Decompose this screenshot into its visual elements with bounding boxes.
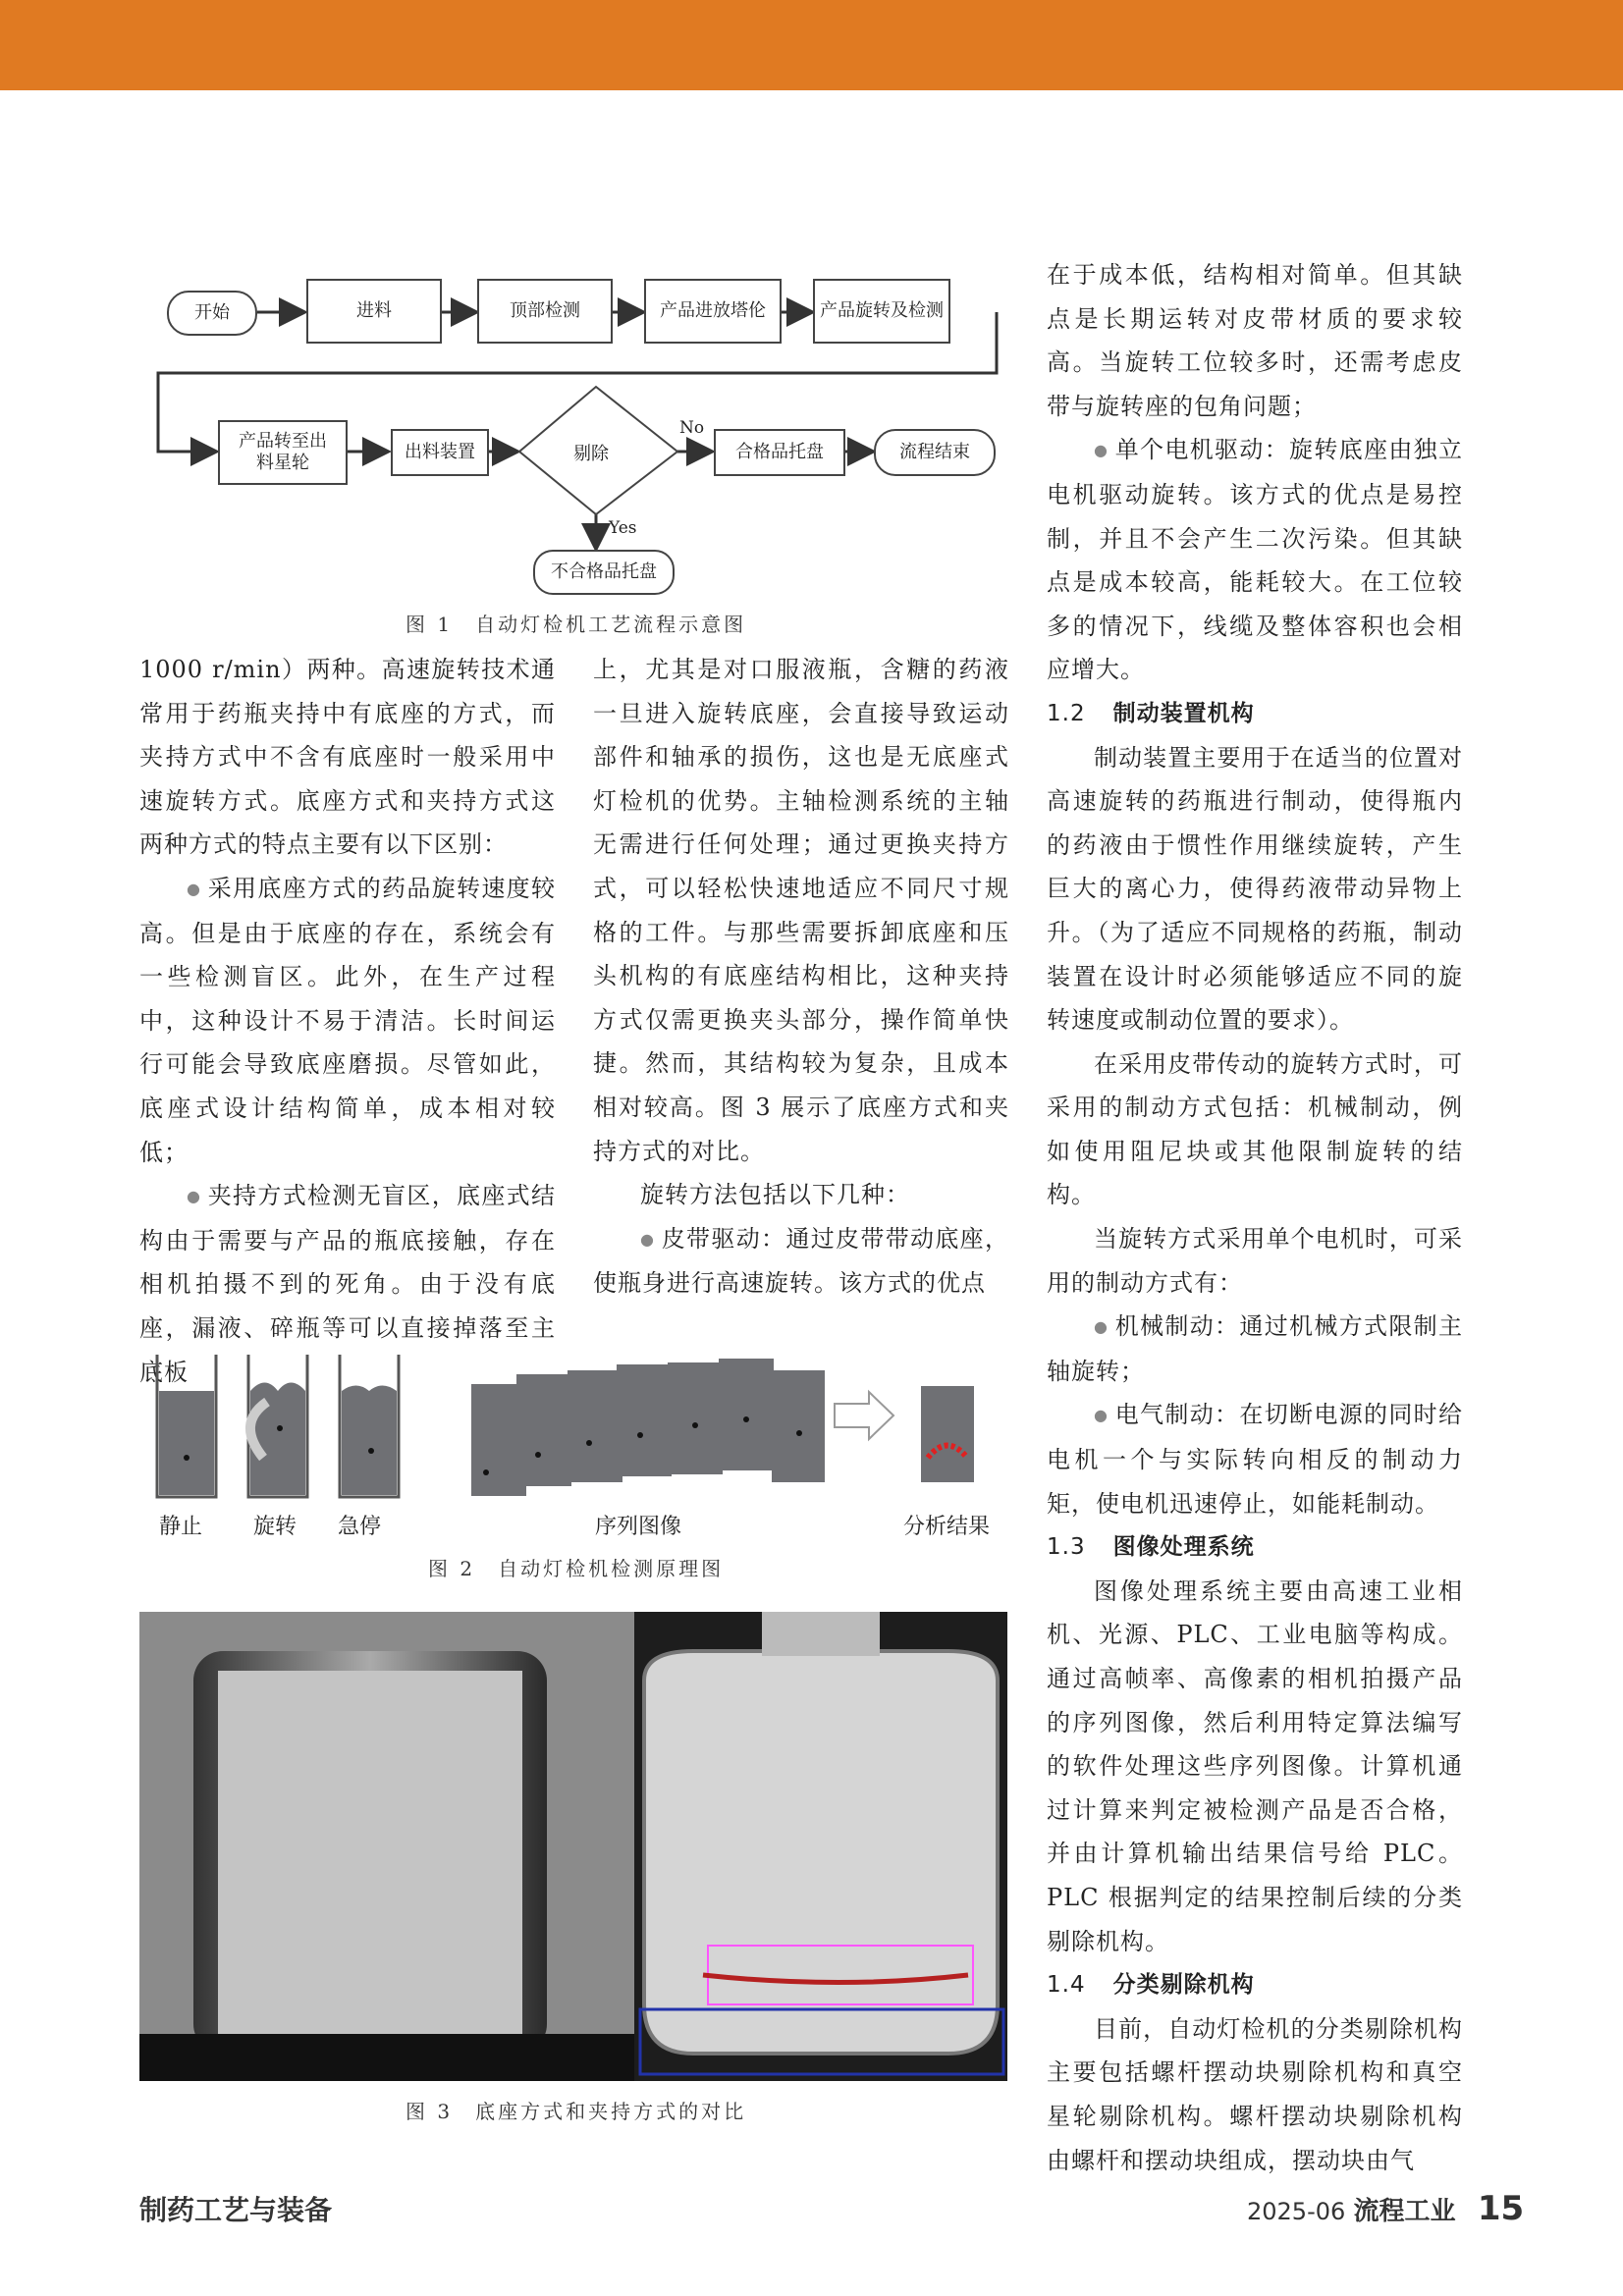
footer-issue: 2025-06 <box>1247 2198 1346 2225</box>
footer-journal <box>1247 2189 1524 2228</box>
column-2 <box>593 648 1009 1306</box>
section-heading-1-4: 1.4 分类剔除机构 <box>1047 1972 1255 1999</box>
col1-bullet-clamp: ● 夹持方式检测无盲区，底座式结构由于需要与产品的瓶底接触，存在相机拍摄不到的死角。由于没有底座，漏液、碎瓶等可以直接掉落至主底板 <box>139 1174 556 1394</box>
clamp-mount-photo <box>634 1612 1007 2081</box>
node-rotate-inspect: 产品旋转及检测 <box>813 279 950 344</box>
section-heading-1-2: 1.2 制动装置机构 <box>1047 700 1255 726</box>
fig2-label-rotate: 旋转 <box>253 1515 298 1539</box>
footer-title: 流程工业 <box>1353 2197 1456 2226</box>
figure-1-caption: 图 1 自动灯检机工艺流程示意图 <box>406 613 747 636</box>
figure-2-diagram <box>147 1345 1011 1551</box>
footer-section: 制药工艺与装备 <box>139 2194 333 2226</box>
header-bar <box>0 0 1623 90</box>
fig2-label-result: 分析结果 <box>903 1515 991 1539</box>
fig2-label-sequence: 序列图像 <box>595 1515 682 1539</box>
base-mount-photo <box>139 1612 634 2081</box>
col1-bullet-base: ● 采用底座方式的药品旋转速度较高。但是由于底座的存在，系统会有一些检测盲区。此外，在生产过程中，这种设计不易于清洁。长时间运行可能会导致底座磨损。尽管如此，底座式设计结构简单，成本相对较低； <box>139 867 556 1174</box>
figure-2-caption: 图 2 自动灯检机检测原理图 <box>428 1557 725 1580</box>
page-number: 15 <box>1477 2189 1525 2228</box>
column-1 <box>139 648 556 1394</box>
node-start: 开始 <box>167 291 257 336</box>
figure-3-photos <box>139 1612 1007 2081</box>
col3-brake-paragraph: 制动装置主要用于在适当的位置对高速旋转的药瓶进行制动，使得瓶内的药液由于惯性作用继续旋转，产生巨大的离心力，使得药液带动异物上升。（为了适应不同规格的药瓶，制动装置在设计时必须能够适应不同的旋转速度或制动位置的要求）。 <box>1047 743 1463 1035</box>
node-reject: 剔除 <box>573 444 609 464</box>
node-star-wheel: 产品转至出料星轮 <box>218 420 348 485</box>
col3-bullet-mech: ● 机械制动：通过机械方式限制主轴旋转； <box>1047 1305 1463 1393</box>
col3-motor-brake: 当旋转方式采用单个电机时，可采用的制动方式有： <box>1047 1225 1463 1297</box>
col3-belt-brake: 在采用皮带传动的旋转方式时，可采用的制动方式包括：机械制动，例如使用阻尼块或其他限制旋转的结构。 <box>1047 1049 1463 1209</box>
node-end: 流程结束 <box>874 429 996 476</box>
col3-bullet-elec: ● 电气制动：在切断电源的同时给电机一个与实际转向相反的制动力矩，使电机迅速停止，如能耗制动。 <box>1047 1393 1463 1525</box>
fig2-label-stop: 急停 <box>338 1515 382 1539</box>
col1-paragraph: 1000 r/min）两种。高速旋转技术通常用于药瓶夹持中有底座的方式，而夹持方式中不含有底座时一般采用中速旋转方式。底座方式和夹持方式这两种方式的特点主要有以下区别： <box>139 656 556 859</box>
node-feed: 进料 <box>306 279 442 344</box>
col3-paragraph: 在于成本低，结构相对简单。但其缺点是长期运转对皮带材质的要求较高。当旋转工位较多时，还需考虑皮带与旋转座的包角问题； <box>1047 261 1463 420</box>
node-top-inspection: 顶部检测 <box>477 279 613 344</box>
node-bad-tray: 不合格品托盘 <box>533 550 675 595</box>
figure-2-graphic <box>147 1345 1011 1502</box>
col2-paragraph: 上，尤其是对口服液瓶，含糖的药液一旦进入旋转底座，会直接导致运动部件和轴承的损伤，这也是无底座式灯检机的优势。主轴检测系统的主轴无需进行任何处理；通过更换夹持方式，可以轻松快速地适应不同尺寸规格的工件。与那些需要拆卸底座和压头机构的有底座结构相比，这种夹持方式仅需更换夹头部分，操作简单快捷。然而，其结构较为复杂，且成本相对较高。图 3 展示了底座方式和夹持方式的对比。 <box>593 656 1009 1165</box>
column-3 <box>1047 253 1463 2182</box>
label-yes: Yes <box>609 518 637 538</box>
figure-1-flowchart <box>147 265 1011 599</box>
label-no: No <box>679 418 705 438</box>
col2-bullet-belt: ● 皮带驱动：通过皮带带动底座，使瓶身进行高速旋转。该方式的优点 <box>593 1217 1009 1306</box>
col3-reject-paragraph: 目前，自动灯检机的分类剔除机构主要包括螺杆摆动块剔除机构和真空星轮剔除机构。螺杆摆动块剔除机构由螺杆和摆动块组成，摆动块由气 <box>1047 2014 1463 2174</box>
section-heading-1-3: 1.3 图像处理系统 <box>1047 1534 1255 1561</box>
col3-bullet-motor: ● 单个电机驱动：旋转底座由独立电机驱动旋转。该方式的优点是易控制，并且不会产生二次污染。但其缺点是成本较高，能耗较大。在工位较多的情况下，线缆及整体容积也会相应增大。 <box>1047 428 1463 692</box>
figure-3-caption: 图 3 底座方式和夹持方式的对比 <box>406 2100 747 2123</box>
col3-image-paragraph: 图像处理系统主要由高速工业相机、光源、PLC、工业电脑等构成。通过高帧率、高像素的相机拍摄产品的序列图像，然后利用特定算法编写的软件处理这些序列图像。计算机通过计算来判定被检测产品是否合格，并由计算机输出结果信号给 PLC。PLC 根据判定的结果控制后续的分类剔除机构。 <box>1047 1576 1463 1955</box>
node-good-tray: 合格品托盘 <box>714 429 845 476</box>
node-tower: 产品进放塔伦 <box>644 279 782 344</box>
fig2-label-still: 静止 <box>159 1515 203 1539</box>
col2-rotation-intro: 旋转方法包括以下几种： <box>640 1181 910 1209</box>
node-output: 出料装置 <box>391 429 489 476</box>
